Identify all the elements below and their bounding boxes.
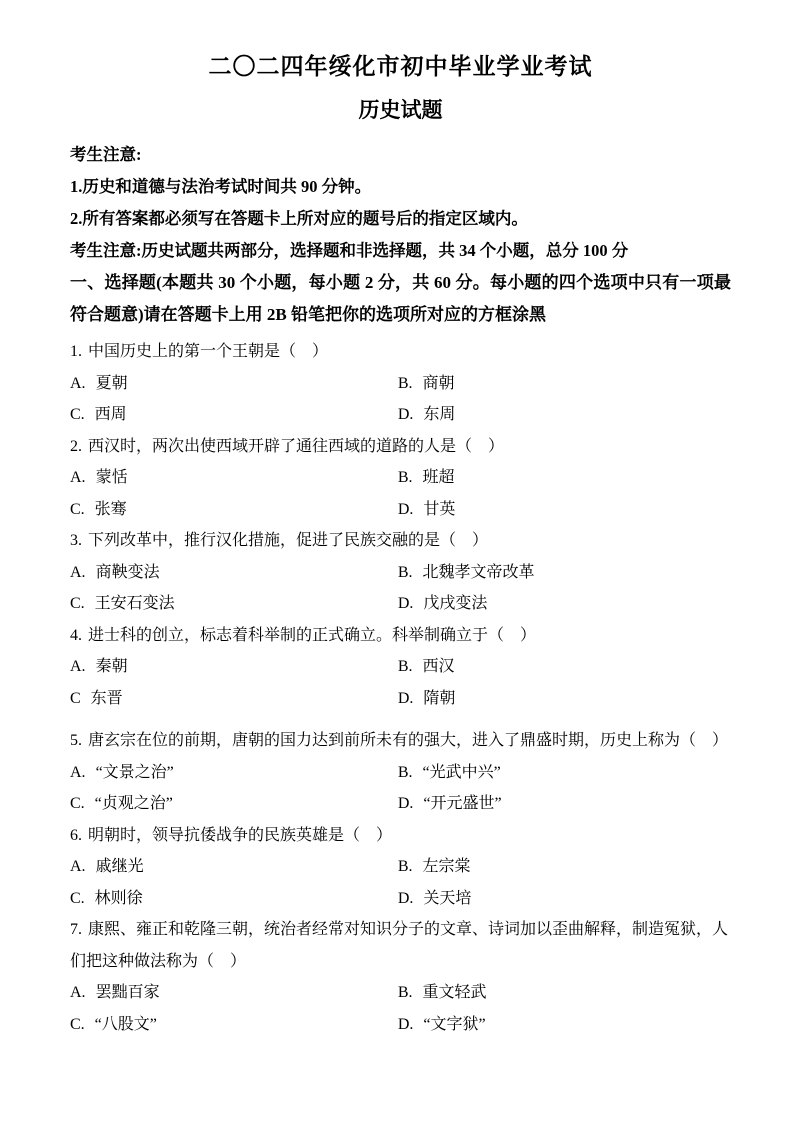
question-7	[70, 914, 731, 1040]
option-text: 重文轻武	[422, 984, 487, 1001]
question-stem	[70, 620, 731, 652]
option-a	[70, 557, 398, 589]
option-b	[398, 462, 731, 494]
option-label: A.	[70, 469, 86, 486]
option-a	[70, 368, 398, 400]
option-c	[70, 683, 398, 715]
option-text: “八股文”	[94, 1015, 157, 1033]
option-c	[70, 399, 398, 431]
option-label: C.	[70, 595, 85, 612]
option-a	[70, 977, 398, 1009]
question-4	[70, 620, 731, 715]
option-label: D.	[397, 889, 414, 907]
question-text: 下列改革中，推行汉化措施，促进了民族交融的是（ ）	[88, 532, 489, 549]
question-number: 3.	[70, 532, 82, 549]
question-stem	[70, 525, 731, 557]
page-title: 二〇二四年绥化市初中毕业学业考试	[208, 54, 593, 79]
option-d	[398, 588, 731, 620]
option-text: “开元盛世”	[423, 795, 502, 812]
question-number: 4.	[70, 626, 82, 644]
question-5	[70, 725, 731, 820]
option-label: B.	[397, 858, 413, 875]
option-text: 班超	[422, 469, 455, 486]
option-label: B.	[397, 763, 413, 781]
question-number: 6.	[70, 826, 82, 844]
question-stem	[70, 820, 731, 852]
option-d	[398, 883, 731, 915]
option-label: D.	[397, 595, 414, 612]
option-label: B.	[397, 469, 413, 486]
option-b	[398, 977, 731, 1009]
notice-line-2: 2.所有答案都必须写在答题卡上所对应的题号后的指定区域内。	[70, 209, 528, 228]
option-a	[70, 851, 398, 883]
option-text: 秦朝	[95, 658, 128, 675]
question-number: 7.	[70, 921, 82, 938]
option-text: 隋朝	[423, 689, 456, 707]
option-c	[70, 788, 398, 820]
question-7-options	[70, 977, 731, 1040]
option-b	[398, 757, 731, 789]
option-label: A.	[70, 563, 86, 581]
question-1	[70, 336, 731, 431]
question-3-options	[70, 557, 731, 620]
option-text: 东晋	[90, 689, 123, 707]
question-stem	[70, 914, 731, 977]
question-text: 唐玄宗在位的前期，唐朝的国力达到前所未有的强大，进入了鼎盛时期，历史上称为（ ）	[88, 732, 729, 749]
option-b	[398, 557, 731, 589]
option-b	[398, 851, 731, 883]
option-text: 商朝	[422, 374, 455, 392]
option-label: D.	[397, 1015, 414, 1033]
notice-line-1: 1.历史和道德与法治考试时间共 90 分钟。	[70, 177, 372, 196]
option-text: 罢黜百家	[95, 984, 160, 1001]
option-label: A.	[70, 763, 86, 781]
option-d	[398, 399, 731, 431]
option-text: “光武中兴”	[422, 763, 501, 781]
question-2	[70, 431, 731, 526]
notices-label: 考生注意:	[70, 145, 142, 164]
option-text: 北魏孝文帝改革	[422, 563, 535, 581]
option-text: 西周	[94, 406, 127, 423]
question-6-options	[70, 851, 731, 914]
option-text: 甘英	[423, 500, 456, 518]
option-c	[70, 588, 398, 620]
option-d	[398, 494, 731, 526]
question-stem	[70, 431, 731, 463]
section-one-heading: 一、选择题(本题共 30 个小题，每小题 2 分，共 60 分。每小题的四个选项中只有一项最符合题意)请在答题卡上用 2B 铅笔把你的选项所对应的方框涂黑	[70, 273, 731, 324]
option-d	[398, 1009, 731, 1041]
option-label: B.	[397, 563, 413, 581]
option-text: 东周	[423, 406, 456, 423]
candidate-notices	[70, 139, 731, 267]
page-subtitle: 历史试题	[358, 98, 443, 122]
option-label: C.	[70, 795, 85, 812]
option-label: D.	[397, 795, 414, 812]
option-label: A.	[70, 374, 86, 392]
question-3	[70, 525, 731, 620]
option-b	[398, 368, 731, 400]
option-label: A.	[70, 658, 86, 675]
question-text: 康熙、雍正和乾隆三朝，统治者经常对知识分子的文章、诗词加以歪曲解释，制造冤狱，人们把这种做法称为（ ）	[70, 921, 729, 970]
option-d	[398, 683, 731, 715]
option-text: 左宗棠	[422, 858, 471, 875]
question-number: 2.	[70, 437, 82, 455]
option-label: B.	[397, 658, 413, 675]
option-b	[398, 651, 731, 683]
option-label: A.	[70, 984, 86, 1001]
option-label: B.	[397, 374, 413, 392]
option-label: D.	[397, 406, 414, 423]
option-label: B.	[397, 984, 413, 1001]
option-a	[70, 462, 398, 494]
option-text: 西汉	[422, 658, 455, 675]
question-text: 西汉时，两次出使西域开辟了通往西域的道路的人是（ ）	[88, 437, 505, 455]
option-text: 戊戌变法	[423, 595, 488, 612]
option-text: 关天培	[423, 889, 472, 907]
option-label: D.	[397, 500, 414, 518]
option-c	[70, 494, 398, 526]
question-stem	[70, 725, 731, 757]
notice-line-3: 考生注意:历史试题共两部分，选择题和非选择题，共 34 个小题，总分 100 分	[70, 241, 629, 260]
option-label: A.	[70, 858, 86, 875]
option-label: C	[70, 689, 81, 707]
question-6	[70, 820, 731, 915]
option-label: C.	[70, 406, 85, 423]
option-a	[70, 651, 398, 683]
option-text: 王安石变法	[94, 595, 175, 612]
question-1-options	[70, 368, 731, 431]
option-c	[70, 1009, 398, 1041]
question-text: 进士科的创立，标志着科举制的正式确立。科举制确立于（ ）	[88, 626, 537, 644]
option-text: “文景之治”	[95, 763, 174, 781]
question-number: 1.	[70, 343, 82, 360]
question-number: 5.	[70, 732, 82, 749]
question-5-options	[70, 757, 731, 820]
option-d	[398, 788, 731, 820]
option-text: 夏朝	[95, 374, 128, 392]
option-text: 张骞	[94, 500, 127, 518]
option-text: 蒙恬	[95, 469, 128, 486]
option-text: 林则徐	[94, 889, 143, 907]
option-text: 戚继光	[95, 858, 144, 875]
option-text: “贞观之治”	[94, 795, 173, 812]
question-text: 中国历史上的第一个王朝是（ ）	[88, 343, 329, 360]
option-text: 商鞅变法	[95, 563, 160, 581]
question-2-options	[70, 462, 731, 525]
option-label: C.	[70, 1015, 85, 1033]
question-text: 明朝时，领导抗倭战争的民族英雄是（ ）	[88, 826, 393, 844]
option-a	[70, 757, 398, 789]
question-stem	[70, 336, 731, 368]
question-list	[70, 336, 731, 1040]
option-label: D.	[397, 689, 414, 707]
option-c	[70, 883, 398, 915]
option-text: “文字狱”	[423, 1015, 486, 1033]
option-label: C.	[70, 889, 85, 907]
question-4-options	[70, 651, 731, 714]
option-label: C.	[70, 500, 85, 518]
